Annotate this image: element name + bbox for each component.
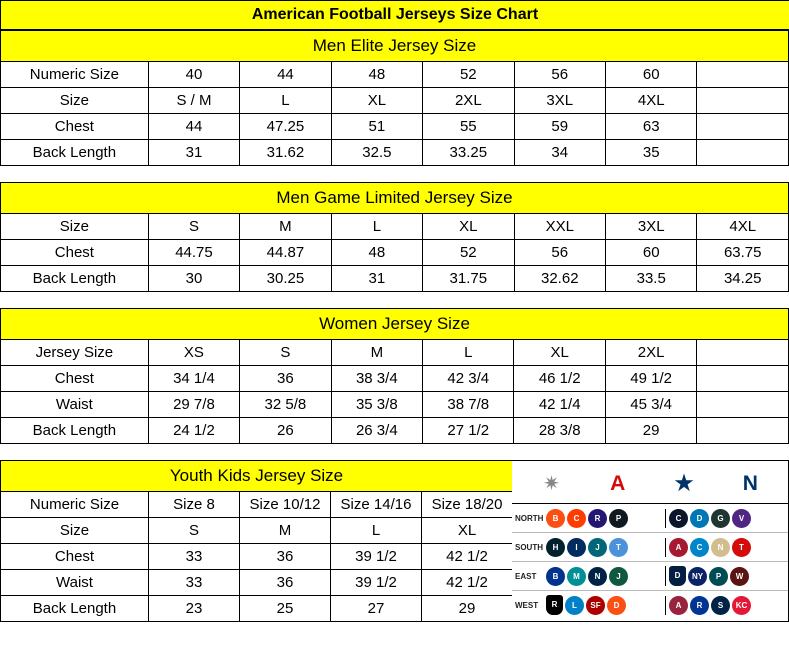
cell: 29 (422, 596, 513, 622)
buccaneers-logo-icon: T (732, 538, 751, 557)
division-row (512, 533, 788, 562)
cell: 44 (240, 62, 331, 88)
cell: 33 (149, 570, 240, 596)
section-heading-row (1, 309, 789, 340)
spacer-table (0, 292, 789, 308)
table-row (1, 214, 789, 240)
cell: 34 (514, 140, 605, 166)
cell: 29 7/8 (148, 392, 239, 418)
cell: 42 1/2 (422, 544, 513, 570)
nfl-team-logos-panel (512, 460, 789, 622)
cell: 31 (331, 266, 422, 292)
texans-logo-icon: H (546, 538, 565, 557)
row-label: Chest (1, 544, 149, 570)
cell: 59 (514, 114, 605, 140)
row-label: Back Length (1, 266, 149, 292)
dolphins-logo-icon: M (567, 567, 586, 586)
cell: 31.62 (240, 140, 331, 166)
afc-logo-icon: A (610, 471, 625, 495)
nfc-team-group (665, 566, 788, 586)
cell: XXL (514, 214, 605, 240)
cell: 34.25 (697, 266, 789, 292)
cell: 39 1/2 (331, 544, 422, 570)
cell: 33.25 (423, 140, 514, 166)
cell (697, 88, 789, 114)
row-label: Waist (1, 570, 149, 596)
cell: 52 (423, 240, 514, 266)
cell (697, 366, 789, 392)
cell: 23 (149, 596, 240, 622)
table-row (1, 570, 513, 596)
afc-team-group (546, 538, 665, 557)
cell: 26 3/4 (331, 418, 422, 444)
falcons-logo-icon: A (669, 538, 688, 557)
table-row (1, 544, 513, 570)
men-elite-heading: Men Elite Jersey Size (1, 31, 789, 62)
jets-logo-icon: J (609, 567, 628, 586)
section-heading-row (1, 461, 513, 492)
cell: 28 3/8 (514, 418, 605, 444)
cell: L (423, 340, 514, 366)
cell: 36 (240, 544, 331, 570)
afc-team-group (546, 595, 665, 615)
table-row (1, 418, 789, 444)
broncos-logo-icon: D (607, 596, 626, 615)
row-label: Chest (1, 240, 149, 266)
cell: 38 7/8 (423, 392, 514, 418)
cell: Size 10/12 (240, 492, 331, 518)
cell: Size 18/20 (422, 492, 513, 518)
division-row (512, 504, 788, 533)
packers-logo-icon: G (711, 509, 730, 528)
saints-logo-icon: N (711, 538, 730, 557)
cell: 3XL (514, 88, 605, 114)
cell (697, 392, 789, 418)
titans-logo-icon: T (609, 538, 628, 557)
raiders-logo-icon: R (546, 595, 563, 615)
table-row (1, 492, 513, 518)
cell: 51 (331, 114, 422, 140)
giants-logo-icon: NY (688, 567, 707, 586)
chargers-logo-icon: L (565, 596, 584, 615)
youth-block (0, 460, 512, 622)
cell: M (240, 214, 331, 240)
jaguars-logo-icon: J (588, 538, 607, 557)
cell: 30 (148, 266, 239, 292)
spacer-table (0, 166, 789, 182)
division-label: NORTH (515, 513, 544, 523)
men-game-limited-table (0, 182, 789, 292)
cell: XL (514, 340, 605, 366)
row-label: Jersey Size (1, 340, 149, 366)
commanders-logo-icon: W (730, 567, 749, 586)
cell: 35 (606, 140, 697, 166)
cell: S / M (148, 88, 239, 114)
seahawks-logo-icon: S (711, 596, 730, 615)
section-heading-row (1, 31, 789, 62)
section-heading-row (1, 183, 789, 214)
row-label: Chest (1, 114, 149, 140)
table-row (1, 366, 789, 392)
cell: 60 (606, 62, 697, 88)
table-row (1, 340, 789, 366)
cell: XL (423, 214, 514, 240)
cell: XS (148, 340, 239, 366)
cell: 4XL (697, 214, 789, 240)
cell: 32 5/8 (240, 392, 331, 418)
row-label: Numeric Size (1, 492, 149, 518)
cell: S (240, 340, 331, 366)
chart-title-row (1, 1, 789, 30)
cell: 48 (331, 62, 422, 88)
cell (697, 418, 789, 444)
49ers-logo-icon: SF (586, 596, 605, 615)
cell: S (148, 214, 239, 240)
cell: 3XL (606, 214, 697, 240)
cell: 24 1/2 (148, 418, 239, 444)
row-label: Back Length (1, 596, 149, 622)
chiefs-logo-icon: KC (732, 596, 751, 615)
cell: 56 (514, 240, 605, 266)
women-heading: Women Jersey Size (1, 309, 789, 340)
cell: 32.62 (514, 266, 605, 292)
division-label: SOUTH (515, 542, 543, 552)
division-row (512, 562, 788, 591)
cell: 47.25 (240, 114, 331, 140)
panthers-logo-icon: C (690, 538, 709, 557)
cell: L (331, 518, 422, 544)
rams-logo-icon: R (690, 596, 709, 615)
browns-logo-icon: C (567, 509, 586, 528)
cell: 32.5 (331, 140, 422, 166)
cell (697, 140, 789, 166)
conference-logos-header (512, 461, 788, 503)
cell: 63 (606, 114, 697, 140)
cardinals-logo-icon: A (669, 596, 688, 615)
cell: XL (422, 518, 513, 544)
nfl-shield-icon: ★ (674, 471, 693, 495)
cell: S (149, 518, 240, 544)
row-label: Chest (1, 366, 149, 392)
divisions-grid (512, 503, 788, 619)
cell (697, 340, 789, 366)
row-label: Size (1, 214, 149, 240)
cell: 44.75 (148, 240, 239, 266)
cell: Size 14/16 (331, 492, 422, 518)
cell: XL (331, 88, 422, 114)
cell: 29 (605, 418, 696, 444)
cell: 34 1/4 (148, 366, 239, 392)
men-game-limited-heading: Men Game Limited Jersey Size (1, 183, 789, 214)
cell: 42 1/4 (514, 392, 605, 418)
table-row (1, 114, 789, 140)
division-row (512, 591, 788, 619)
table-row (1, 240, 789, 266)
cell: 44.87 (240, 240, 331, 266)
cell: L (240, 88, 331, 114)
cell (697, 62, 789, 88)
cell: 48 (331, 240, 422, 266)
page-title: American Football Jerseys Size Chart (1, 1, 789, 30)
cell: 30.25 (240, 266, 331, 292)
cell: 4XL (606, 88, 697, 114)
bengals-logo-icon: B (546, 509, 565, 528)
cell: 36 (240, 366, 331, 392)
cell: 42 3/4 (423, 366, 514, 392)
table-row (1, 518, 513, 544)
nfc-team-group (665, 509, 788, 528)
row-label: Back Length (1, 418, 149, 444)
bears-logo-icon: C (669, 509, 688, 528)
cell: M (240, 518, 331, 544)
row-label: Numeric Size (1, 62, 149, 88)
cell: 35 3/8 (331, 392, 422, 418)
afc-team-group (546, 567, 665, 586)
steelers-logo-icon: P (609, 509, 628, 528)
cell: 52 (423, 62, 514, 88)
men-elite-table (0, 30, 789, 166)
star-icon: ✷ (543, 472, 560, 495)
cell: L (331, 214, 422, 240)
patriots-logo-icon: N (588, 567, 607, 586)
division-label: WEST (515, 600, 539, 610)
cell: 33 (149, 544, 240, 570)
cell: 40 (148, 62, 239, 88)
cell: 25 (240, 596, 331, 622)
cowboys-logo-icon: D (669, 566, 686, 586)
bills-logo-icon: B (546, 567, 565, 586)
cell: 42 1/2 (422, 570, 513, 596)
cell: 27 1/2 (423, 418, 514, 444)
cell: Size 8 (149, 492, 240, 518)
table-row (1, 62, 789, 88)
table-row (1, 596, 513, 622)
cell: 2XL (423, 88, 514, 114)
row-label: Back Length (1, 140, 149, 166)
cell (697, 114, 789, 140)
row-label: Waist (1, 392, 149, 418)
cell: 46 1/2 (514, 366, 605, 392)
nfc-team-group (665, 596, 788, 615)
youth-and-logos-row (0, 460, 789, 622)
row-label: Size (1, 88, 149, 114)
cell: 31.75 (423, 266, 514, 292)
cell: 49 1/2 (605, 366, 696, 392)
cell: 55 (423, 114, 514, 140)
cell: 39 1/2 (331, 570, 422, 596)
cell: 2XL (605, 340, 696, 366)
division-label: EAST (515, 571, 537, 581)
cell: 44 (148, 114, 239, 140)
cell: 38 3/4 (331, 366, 422, 392)
spacer-table (0, 444, 789, 460)
table-row (1, 266, 789, 292)
table-row (1, 392, 789, 418)
cell: 56 (514, 62, 605, 88)
afc-team-group (546, 509, 665, 528)
row-label: Size (1, 518, 149, 544)
cell: 31 (148, 140, 239, 166)
cell: 27 (331, 596, 422, 622)
women-table (0, 308, 789, 444)
table-row (1, 140, 789, 166)
nfc-logo-icon: N (742, 471, 757, 495)
youth-heading: Youth Kids Jersey Size (1, 461, 513, 492)
table-row (1, 88, 789, 114)
eagles-logo-icon: P (709, 567, 728, 586)
cell: 36 (240, 570, 331, 596)
cell: 45 3/4 (605, 392, 696, 418)
ravens-logo-icon: R (588, 509, 607, 528)
cell: 60 (606, 240, 697, 266)
cell: M (331, 340, 422, 366)
cell: 63.75 (697, 240, 789, 266)
youth-table (0, 460, 513, 622)
chart-title-table (0, 0, 789, 30)
nfc-team-group (665, 538, 788, 557)
cell: 33.5 (606, 266, 697, 292)
cell: 26 (240, 418, 331, 444)
colts-logo-icon: I (567, 538, 586, 557)
lions-logo-icon: D (690, 509, 709, 528)
vikings-logo-icon: V (732, 509, 751, 528)
